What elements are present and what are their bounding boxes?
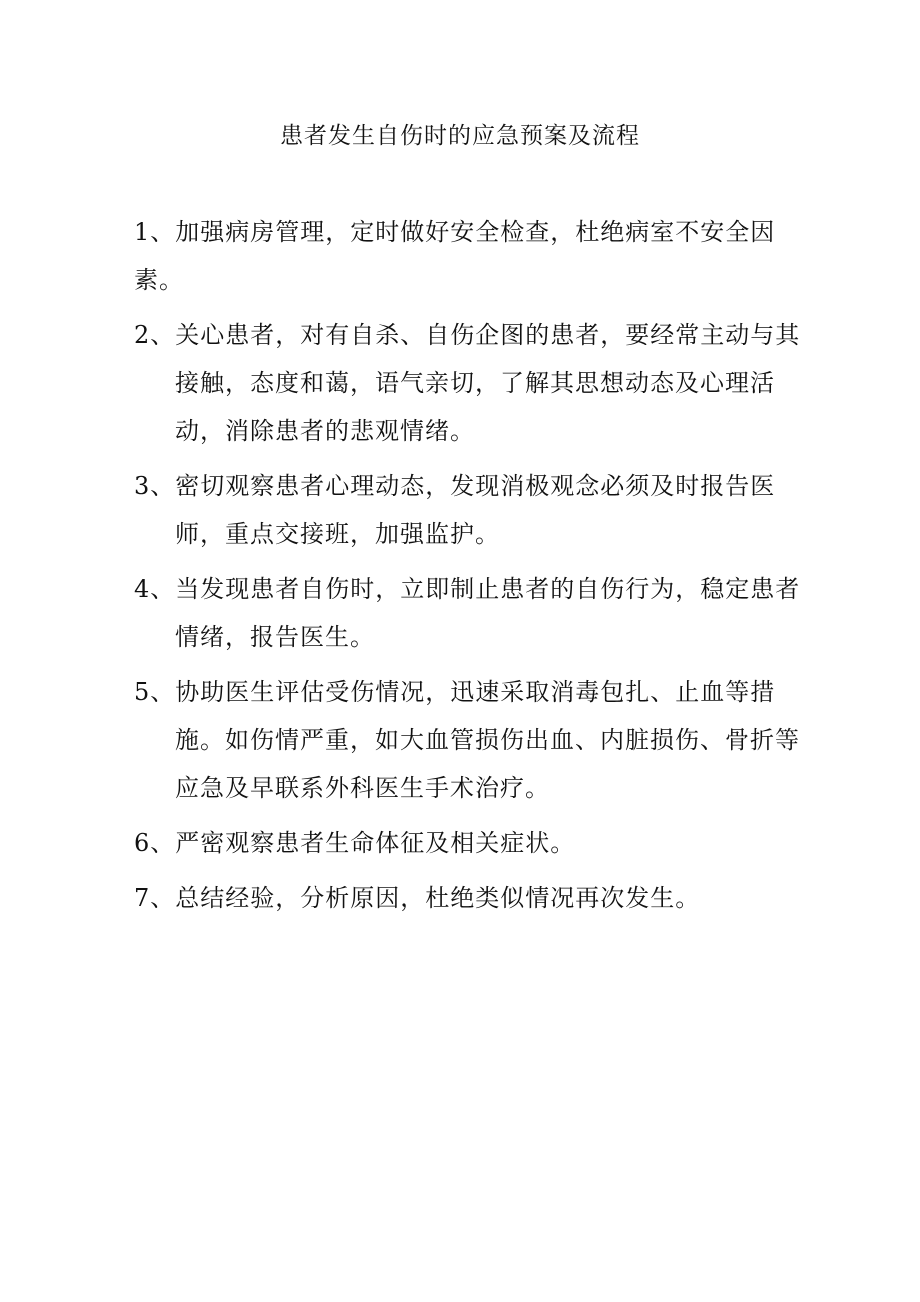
list-item: 6、严密观察患者生命体征及相关症状。 <box>134 829 576 857</box>
list-item: 2、关心患者，对有自杀、自伤企图的患者，要经常主动与其接触，态度和蔼，语气亲切，了解其思想动态及心理活动，消除患者的悲观情绪。 <box>134 321 801 445</box>
list-item: 4、当发现患者自伤时，立即制止患者的自伤行为，稳定患者情绪，报告医生。 <box>134 575 801 651</box>
list-item: 3、密切观察患者心理动态，发现消极观念必须及时报告医师，重点交接班，加强监护。 <box>134 472 776 548</box>
list-item: 7、总结经验，分析原因，杜绝类似情况再次发生。 <box>134 884 701 912</box>
procedure-list <box>134 208 804 929</box>
list-item: 1、加强病房管理，定时做好安全检查，杜绝病室不安全因素。 <box>134 218 776 294</box>
document-title: 患者发生自伤时的应急预案及流程 <box>280 123 640 149</box>
list-item: 5、协助医生评估受伤情况，迅速采取消毒包扎、止血等措施。如伤情严重，如大血管损伤出血、内脏损伤、骨折等应急及早联系外科医生手术治疗。 <box>134 678 800 802</box>
